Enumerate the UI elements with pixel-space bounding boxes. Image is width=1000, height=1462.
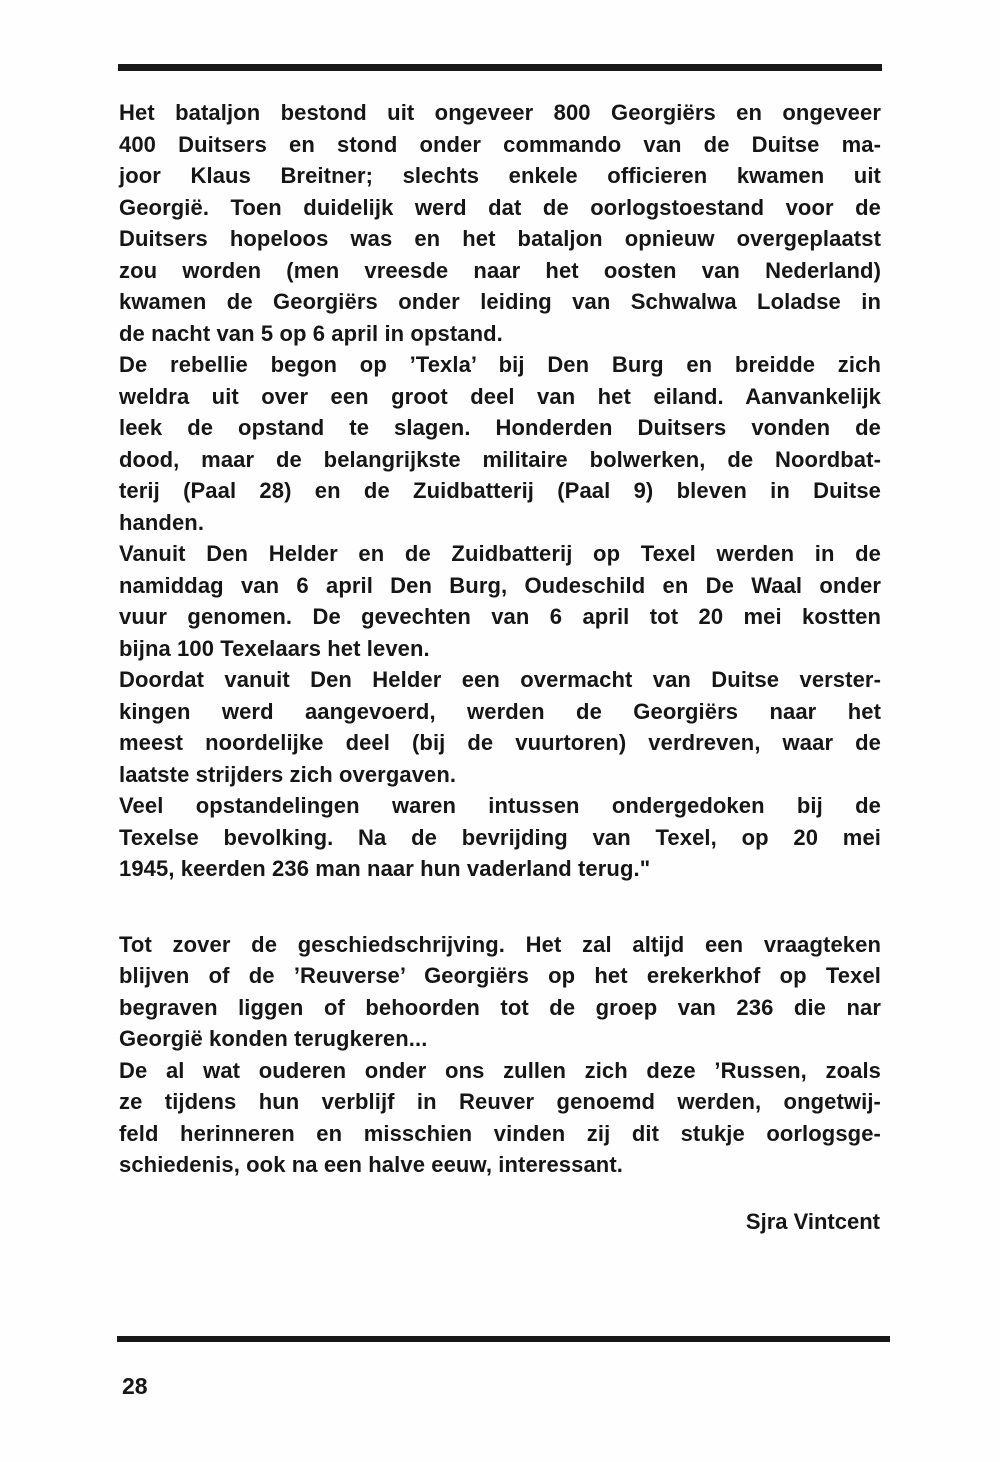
signature: Sjra Vintcent bbox=[745, 1209, 880, 1234]
text-line: laatste strijders zich overgaven. bbox=[119, 761, 457, 787]
text-line: 1945, keerden 236 man naar hun vaderland terug." bbox=[119, 856, 651, 881]
paragraph bbox=[119, 1055, 881, 1181]
text-line: De al wat ouderen onder ons zullen zich deze ’Russen, zoals bbox=[119, 1057, 881, 1083]
text-line: joor Klaus Breitner; slechts enkele officieren kwamen uit bbox=[119, 163, 881, 188]
text-line: De rebellie begon op ’Texla’ bij Den Burg en breidde zich bbox=[119, 352, 881, 377]
text-line: blijven of de ’Reuverse’ Georgiërs op het erekerkhof op Texel bbox=[119, 963, 881, 988]
text-line: vuur genomen. De gevechten van 6 april tot 20 mei kostten bbox=[119, 604, 881, 629]
text-line: Het bataljon bestond uit ongeveer 800 Georgiërs en ongeveer bbox=[119, 100, 881, 125]
text-line: Vanuit Den Helder en de Zuidbatterij op Texel werden in de bbox=[119, 541, 881, 566]
paragraph bbox=[119, 538, 881, 664]
text-line: de nacht van 5 op 6 april in opstand. bbox=[119, 320, 503, 346]
text-line: begraven liggen of behoorden tot de groep van 236 die nar bbox=[119, 994, 881, 1020]
paragraph bbox=[119, 664, 881, 790]
text-line: meest noordelijke deel (bij de vuurtoren) verdreven, waar de bbox=[119, 730, 881, 755]
text-line: Texelse bevolking. Na de bevrijding van Texel, op 20 mei bbox=[119, 824, 881, 850]
text-line: 400 Duitsers en stond onder commando van de Duitse ma- bbox=[119, 131, 881, 157]
bottom-rule bbox=[117, 1336, 890, 1342]
text-line: zou worden (men vreesde naar het oosten van Nederland) bbox=[119, 257, 881, 283]
text-line: namiddag van 6 april Den Burg, Oudeschild en De Waal onder bbox=[119, 572, 881, 598]
text-line: Doordat vanuit Den Helder een overmacht van Duitse verster- bbox=[119, 667, 881, 692]
text-line: bijna 100 Texelaars het leven. bbox=[119, 635, 430, 661]
text-line: kwamen de Georgiërs onder leiding van Schwalwa Loladse in bbox=[119, 289, 881, 314]
text-line: dood, maar de belangrijkste militaire bolwerken, de Noordbat- bbox=[119, 446, 881, 472]
article-text bbox=[119, 97, 881, 1181]
text-line: schiedenis, ook na een halve eeuw, interessant. bbox=[119, 1152, 623, 1177]
text-line: kingen werd aangevoerd, werden de Georgiërs naar het bbox=[119, 698, 881, 724]
text-line: Georgië. Toen duidelijk werd dat de oorlogstoestand voor de bbox=[119, 194, 881, 220]
paragraph bbox=[119, 349, 881, 538]
text-line: leek de opstand te slagen. Honderden Duitsers vonden de bbox=[119, 415, 881, 440]
paragraph bbox=[119, 97, 881, 349]
text-line: ze tijdens hun verblijf in Reuver genoemd werden, ongetwij- bbox=[119, 1089, 881, 1114]
page-number: 28 bbox=[122, 1373, 148, 1399]
paragraph bbox=[119, 929, 881, 1055]
text-line: weldra uit over een groot deel van het eiland. Aanvankelijk bbox=[119, 383, 881, 409]
top-rule bbox=[118, 64, 882, 71]
text-line: Tot zover de geschiedschrijving. Het zal altijd een vraagteken bbox=[119, 931, 881, 957]
text-line: handen. bbox=[119, 509, 205, 535]
paragraph bbox=[119, 790, 881, 885]
text-line: terij (Paal 28) en de Zuidbatterij (Paal 9) bleven in Duitse bbox=[119, 478, 881, 503]
text-line: feld herinneren en misschien vinden zij dit stukje oorlogsge- bbox=[119, 1120, 881, 1146]
text-line: Georgië konden terugkeren... bbox=[119, 1026, 428, 1051]
text-line: Duitsers hopeloos was en het bataljon opnieuw overgeplaatst bbox=[119, 226, 881, 251]
text-line: Veel opstandelingen waren intussen ondergedoken bij de bbox=[119, 793, 881, 818]
